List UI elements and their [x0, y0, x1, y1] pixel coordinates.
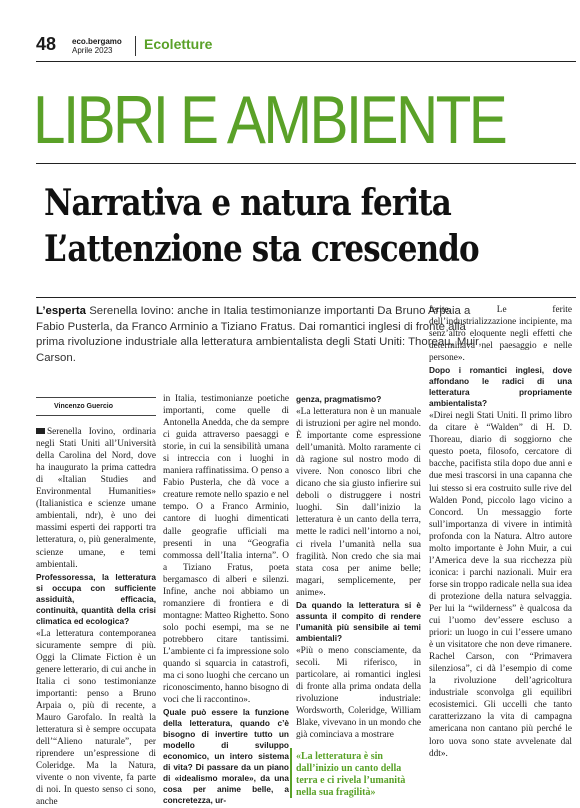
paragraph: «La letteratura contemporanea sicuramente sempre di più. Oggi la Climate Fiction è un genere letterario, di cui anche in Italia ci sono testimonianze importanti: penso a Bruno Arpaia o, più di recente, a Mauro Garofalo. In realtà la letteratura sì è sempre occupata dell’“Alieno naturale”, per riprendere un’espressione di Coleridge. Ma la Natura, vivente o non vivente, fa parte di noi. In questo senso ci sono, anche: [36, 628, 156, 808]
kicker: LIBRI E AMBIENTE: [33, 82, 506, 158]
summary-text: Serenella Iovino: anche in Italia testimonianze importanti Da Bruno Arpaia a Fabio Pusterla, da Franco Arminio a Tiziano Fratus. Dai romantici inglesi di fronte alla prima rivoluzione industriale alla letteratura ambientalista degli Stati Uniti: Thoreau, Muir, Carson.: [36, 305, 482, 364]
question: genza, pragmatismo?: [296, 394, 382, 404]
pull-quote: «La letteratura è sin dall’inizio un canto della terra e ci rivela l’umanità nella sua fragilità»: [296, 751, 406, 798]
question: Da quando la letteratura si è assunta il compito di rendere l’umanità più sensibile ai temi ambientali?: [296, 599, 421, 643]
question: Dopo i romantici inglesi, dove affondano le radici di una letteratura propriamente ambientalista?: [429, 365, 572, 409]
summary-lead: L’esperta: [36, 305, 87, 317]
question: Professoressa, la letteratura si occupa con sufficiente assiduità, efficacia, continuità, quantità della crisi climatica ed ecologica?: [36, 571, 156, 626]
headline-line-1: Narrativa e natura ferita: [44, 182, 451, 224]
paragraph: in Italia, testimonianze poetiche importanti, come quelle di Antonella Anedda, che da sempre ci guida attraverso paesaggi e storie, in cui la sensibilità umana si intreccia con i luoghi in maniera raffinatissima. O penso a Fabio Pusterla, che dà voce a creature remote nello spazio e nel tempo. O a Franco Arminio, cantore di luoghi dimenticati dalle geografie ufficiali ma presenti in una “Geografia commossa dell’Italia interna”. O a Tiziano Fratus, poeta bergamasco di alberi e silenzi. Infine, anche noi abbiamo un romanziere di frontiera e di montagne: Matteo Righetto. Sono solo pochi esempi, ma se ne potrebbero citare tantissimi. L’ambiente ci fa impressione solo quando si squarcia in catastrofi, ma ci sono luoghi che cercano un riconoscimento, hanno bisogno di voci che li raccontino».: [163, 394, 290, 706]
column-4: [429, 304, 572, 760]
kicker-rule: [36, 163, 576, 164]
page-number: 48: [36, 34, 57, 54]
headline-rule: [36, 297, 576, 298]
paragraph: «Più o meno consciamente, da secoli. Mi riferisco, in particolare, ai romantici inglesi di fronte alla prima ondata della rivoluzione industriale: Wordsworth, Coleridge, William Blake, vivevano in un mondo che già cominciava a mostrare: [296, 645, 421, 741]
headline-line-2: L’attenzione sta crescendo: [44, 228, 479, 270]
column-1: [36, 397, 156, 808]
column-3: [296, 393, 421, 741]
issue-date: Aprile 2023: [72, 46, 113, 55]
pull-quote-bar: [290, 748, 292, 798]
paragraph: «Direi negli Stati Uniti. Il primo libro da citare è “Walden” di H. D. Thoreau, diario di soggiorno che questo poeta, filosofo, cercatore di bacche, pacifista stila dopo due anni e due mesi trascorsi in una capanna che lui stesso si era costruito sulle rive del Walden Pond, piccolo lago vicino a Concord. Un messaggio forte sull’importanza di vivere in intimità profonda con la Natura. Altro autore molto importante è John Muir, a cui l’America deve la sua ricchezza più iconica: i parchi nazionali. Muir era forse sin troppo radicale nella sua idea di protezione della natura selvaggia. Per lui la “wilderness” è qualcosa da cui l’uomo dev’essere escluso a priori: un luogo in cui l’essere umano è un visitatore che non deve rimanere. Rachel Carson, con “Primavera silenziosa”, ci dà l’esempio di come la rivoluzione dell’agricoltura industriale sconvolga gli equilibri ecosistemici. Gli uccelli che tanto caratterizzano la vita di campagna americana non cantano più perché le loro uova sono state avvelenate dal ddt».: [429, 411, 573, 759]
paragraph: ferite. Le ferite dell’industrializzazione incipiente, ma senz’altro eloquente negli effetti che determinava nel paesaggio e nelle persone».: [429, 305, 572, 364]
summary: [36, 304, 486, 366]
headline: [44, 180, 508, 272]
paragraph-square-icon: [36, 428, 45, 434]
brand-name: eco.bergamo: [72, 37, 122, 46]
column-2: [163, 393, 289, 807]
paragraph: «La letteratura non è un manuale di istruzioni per agire nel mondo. È importante come espressione dell’umanità. Molto raramente ci dà ragione sul nostro modo di vivere. Non conosco libri che dicano che sia giusto infierire sui deboli o distruggere i nostri luoghi. Sin dall’inizio la letteratura è un canto della terra, mette le radici nell’intorno a noi, ci rivela l’umanità nella sua fragilità. Non credo che sia mai stata cosa per anime belle; magari, semplicemente, per anime».: [296, 407, 421, 598]
section-name: Ecoletture: [144, 36, 213, 52]
header-rule: [36, 61, 576, 62]
question: Quale può essere la funzione della letteratura, quando c’è bisogno di invertire tutto un modello di sviluppo economico, un intero sistema di vita? Di passare da un piano di «idealismo morale», da una cosa per anime belle, a concretezza, ur-: [163, 707, 289, 806]
byline: Vincenzo Guercio: [36, 397, 156, 416]
brand-block: [72, 37, 122, 55]
paragraph: Serenella Iovino, ordinaria negli Stati Uniti all’Università della Carolina del Nord, dove ha inaugurato la prima cattedra di «Italian Studies and Environmental Humanities» (Italianistica e scienze umane ambientali, ndr), è uno dei massimi esperti dei rapporti tra letteratura, o, più generalmente, scienze umane, e temi ambientali.: [36, 427, 156, 570]
page-header: [0, 0, 580, 62]
header-divider: [135, 36, 136, 56]
